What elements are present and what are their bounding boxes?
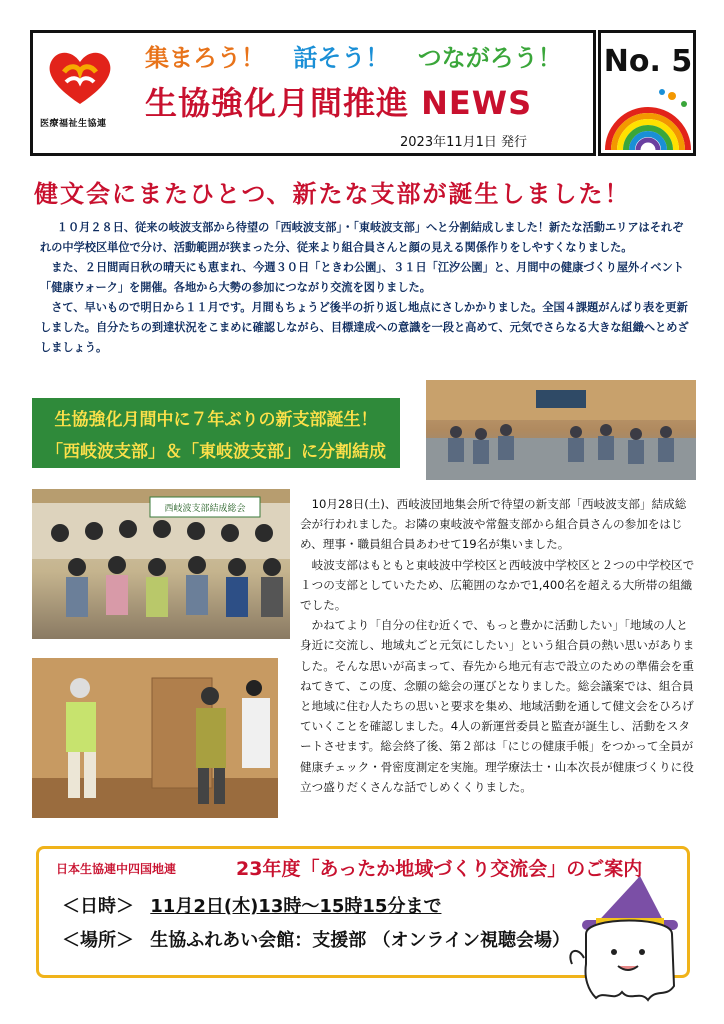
banner-line-1: 生協強化月間中に７年ぶりの新支部誕生！	[54, 410, 378, 430]
org-name: 医療福祉生協連	[40, 119, 107, 129]
ghost-witch-icon	[562, 868, 692, 1008]
event-date-label: ＜日時＞	[62, 896, 134, 917]
heart-hands-logo-icon	[42, 46, 118, 108]
photo-sign-text: 西岐波支部結成総会	[164, 504, 246, 514]
event-date-value: 11月2日(木)13時～15時15分まで	[150, 896, 442, 917]
event-organizer: 日本生協連中四国地連	[56, 862, 177, 876]
intro-paragraph-3: さて、早いもので明日から１１月です。月間もちょうど後半の折り返し地点にさしかかりました。全国４課題がんばり表を更新しました。自分たちの到達状況をこまめに確認しながら、目標達成への意識を一段と高めて、元気でさらなる大きな組織へとめざしましょう。	[40, 301, 689, 354]
meeting-photo	[426, 380, 696, 480]
group-photo	[32, 489, 290, 639]
event-place-label: ＜場所＞	[62, 930, 134, 951]
event-title: 23年度「あったか地域づくり交流会」のご案内	[236, 858, 643, 880]
rainbow-icon	[602, 86, 694, 152]
slogan	[145, 38, 582, 73]
issue-number: No. 5	[603, 44, 693, 79]
banner-line-2: 「西岐波支部」＆「東岐波支部」に分割結成	[46, 442, 386, 462]
event-date-row	[62, 892, 441, 918]
article-paragraph-3: かねてより「自分の住む近くで、もっと豊かに活動したい」「地域の人と身近に交流し、地域丸ごと元気にしたい」という組合員の熱い思いがありました。そんな思いが高まって、春先から地元有志で設立のための準備会を重ねてきて、この度、念願の総会の運びとなりました。総会議案では、組合員と地域に住む人たちの思いと要求を集め、地域活動を通して健文会をひろげていくことを確認しました。4人の新運営委員と監査が誕生し、活動をスタートさせます。総会終了後、第２部は「にじの健康手帳」をつかって全員が健康チェック・骨密度測定を実施。理学療法士・山本次長が健康づくりに役立つ盛りだくさんな話でしめくくりました。	[300, 618, 695, 794]
intro-paragraph-1: １０月２８日、従来の岐波支部から待望の「西岐波支部」・「東岐波支部」へと分割結成しました！新たな活動エリアはそれぞれの中学校区単位で分け、活動範囲が狭まった分、従来より組合員さんと顔の見える関係作りをしやすくなりました。	[40, 221, 684, 254]
slogan-2: 話そう！	[293, 44, 390, 72]
intro-paragraph-2: また、２日間両日秋の晴天にも恵まれ、今週３０日「ときわ公園」、３１日「江汐公園」と、月間中の健康づくり屋外イベント「健康ウォーク」を開催。各地から大勢の参加につながり交流を図りました。	[40, 261, 684, 294]
event-place-value: 生協ふれあい会館：支援部 （オンライン視聴会場）	[150, 930, 571, 951]
walking-photo	[32, 658, 278, 818]
article-body	[300, 494, 696, 797]
intro-text	[40, 218, 692, 358]
event-place-row	[62, 926, 570, 952]
headline: 健文会にまたひとつ、新たな支部が誕生しました！	[34, 180, 631, 208]
article-paragraph-1: 10月28日(土)、西岐波団地集会所で待望の新支部「西岐波支部」結成総会が行われました。お隣の東岐波や常盤支部から組合員さんの参加をはじめ、理事・職員組合員あわせて19名が集いました。	[300, 497, 687, 552]
article-paragraph-2: 岐波支部はもともと東岐波中学校区と西岐波中学校区と２つの中学校区で１つの支部としていたため、広範囲のなかで1,400名を超える大所帯の組織でした。	[300, 557, 695, 613]
issue-date: 2023年11月1日 発行	[400, 135, 528, 150]
slogan-3: つながろう！	[417, 44, 562, 72]
slogan-1: 集まろう！	[145, 44, 265, 72]
news-title: 生協強化月間推進 NEWS	[145, 84, 533, 122]
